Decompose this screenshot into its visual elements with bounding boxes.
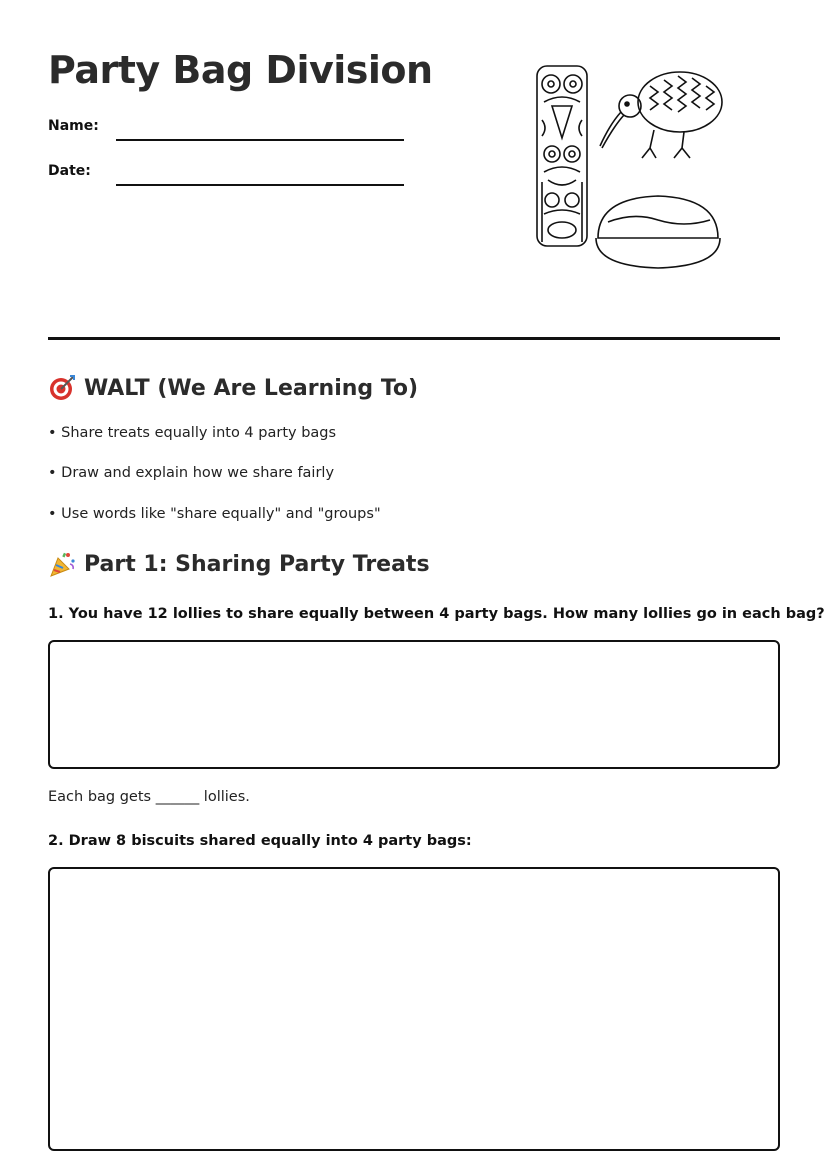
date-line[interactable]	[116, 184, 404, 186]
target-icon	[48, 374, 76, 402]
page-title: Party Bag Division	[48, 48, 433, 92]
question-2: 2. Draw 8 biscuits shared equally into 4 party bags:	[48, 833, 472, 849]
name-field[interactable]	[48, 118, 408, 142]
header-divider	[48, 337, 780, 340]
kiwi-bird-icon	[600, 72, 722, 158]
part1-heading-text: Part 1: Sharing Party Treats	[84, 551, 430, 577]
part1-heading	[48, 550, 430, 578]
maori-kiwi-illustration	[534, 62, 730, 274]
party-popper-icon	[48, 550, 76, 578]
date-label: Date:	[48, 163, 91, 179]
question-1: 1. You have 12 lollies to share equally between 4 party bags. How many lollies go in each bag?	[48, 606, 825, 622]
date-field[interactable]	[48, 163, 408, 187]
walt-heading-text: WALT (We Are Learning To)	[84, 375, 419, 401]
bun-icon	[596, 196, 720, 268]
walt-item: • Use words like "share equally" and "groups"	[48, 506, 381, 522]
question-2-drawing-box[interactable]	[48, 867, 780, 1151]
name-label: Name:	[48, 118, 99, 134]
walt-item: • Draw and explain how we share fairly	[48, 465, 335, 481]
walt-item: • Share treats equally into 4 party bags	[48, 425, 337, 441]
name-line[interactable]	[116, 139, 404, 141]
walt-heading	[48, 374, 418, 402]
pou-carving-icon	[537, 66, 587, 246]
question-1-answer-box[interactable]	[48, 640, 780, 769]
question-1-answer-line: Each bag gets ______ lollies.	[48, 789, 250, 805]
